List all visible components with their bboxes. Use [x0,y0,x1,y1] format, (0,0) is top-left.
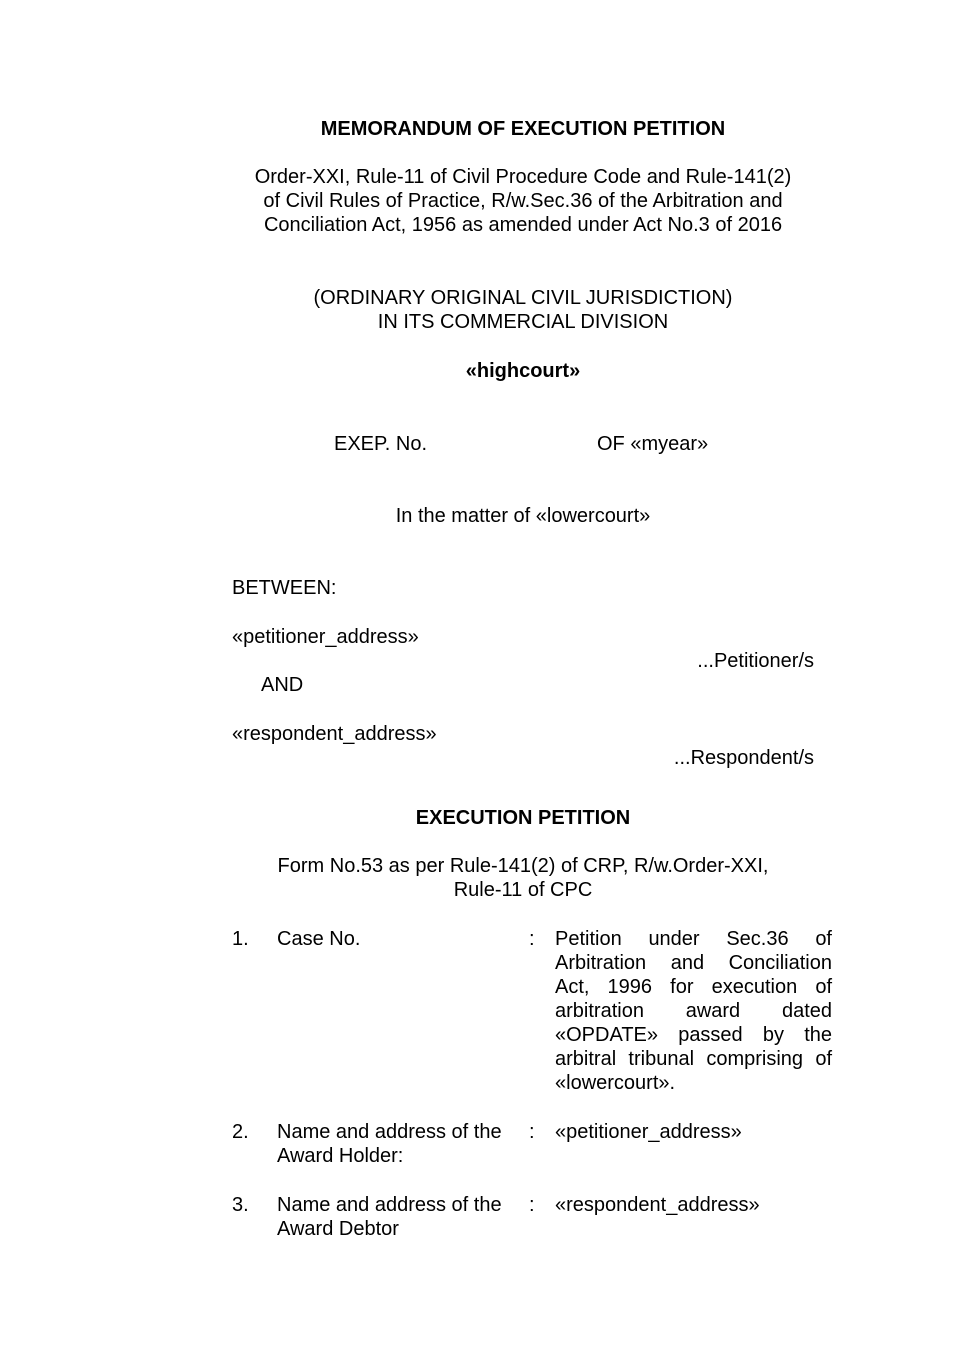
jurisdiction [0,286,960,334]
section-title: EXECUTION PETITION [415,807,631,829]
form-line: Form No.53 as per Rule-141(2) of CRP, R/w.Order-XXI, [277,855,769,877]
jurisdiction-line: (ORDINARY ORIGINAL CIVIL JURISDICTION) [313,287,733,309]
item-value-line: «OPDATE» passed by the [555,1024,832,1046]
exep-year: OF «myear» [597,433,709,455]
item-value-line: «lowercourt». [555,1072,676,1094]
item-value-line: Arbitration and Conciliation [555,952,832,974]
petitioner-address: «petitioner_address» [232,626,419,648]
item-value-line: Petition under Sec.36 of [555,928,832,950]
item-label-line: Award Debtor [277,1218,399,1240]
item-value-line: «respondent_address» [555,1194,760,1216]
item-label-line: Case No. [277,928,361,950]
item-value [555,1120,832,1144]
item-value-line: arbitration award dated [555,1000,832,1022]
item-label-line: Name and address of the [277,1194,502,1216]
form-line: Rule-11 of CPC [453,879,593,901]
item-number: 3. [232,1194,249,1216]
petitioner-role: ...Petitioner/s [697,650,814,672]
and-label: AND [261,674,304,696]
item-value [555,927,832,1095]
form-reference [0,854,960,902]
document-title: MEMORANDUM OF EXECUTION PETITION [320,118,726,140]
item-label [277,927,522,951]
item-number: 2. [232,1121,249,1143]
item-label [277,1120,522,1168]
respondent-role: ...Respondent/s [673,747,814,769]
statute-reference [0,165,960,237]
statute-line: Conciliation Act, 1956 as amended under Act No.3 of 2016 [263,214,783,236]
exep-number-label: EXEP. No. [334,433,428,455]
item-value-line: «petitioner_address» [555,1121,742,1143]
item-colon: : [529,1194,535,1216]
item-number: 1. [232,928,249,950]
item-label-line: Award Holder: [277,1145,404,1167]
item-value-line: Act, 1996 for execution of [555,976,832,998]
item-colon: : [529,1121,535,1143]
respondent-address: «respondent_address» [232,723,437,745]
court-name: «highcourt» [465,360,581,382]
matter-line: In the matter of «lowercourt» [395,505,651,527]
between-label: BETWEEN: [232,577,337,599]
item-value-line: arbitral tribunal comprising of [555,1048,832,1070]
item-colon: : [529,928,535,950]
item-label [277,1193,522,1241]
jurisdiction-line: IN ITS COMMERCIAL DIVISION [377,311,669,333]
item-label-line: Name and address of the [277,1121,502,1143]
statute-line: Order-XXI, Rule-11 of Civil Procedure Code and Rule-141(2) [254,166,792,188]
statute-line: of Civil Rules of Practice, R/w.Sec.36 of the Arbitration and [263,190,783,212]
item-value [555,1193,832,1217]
